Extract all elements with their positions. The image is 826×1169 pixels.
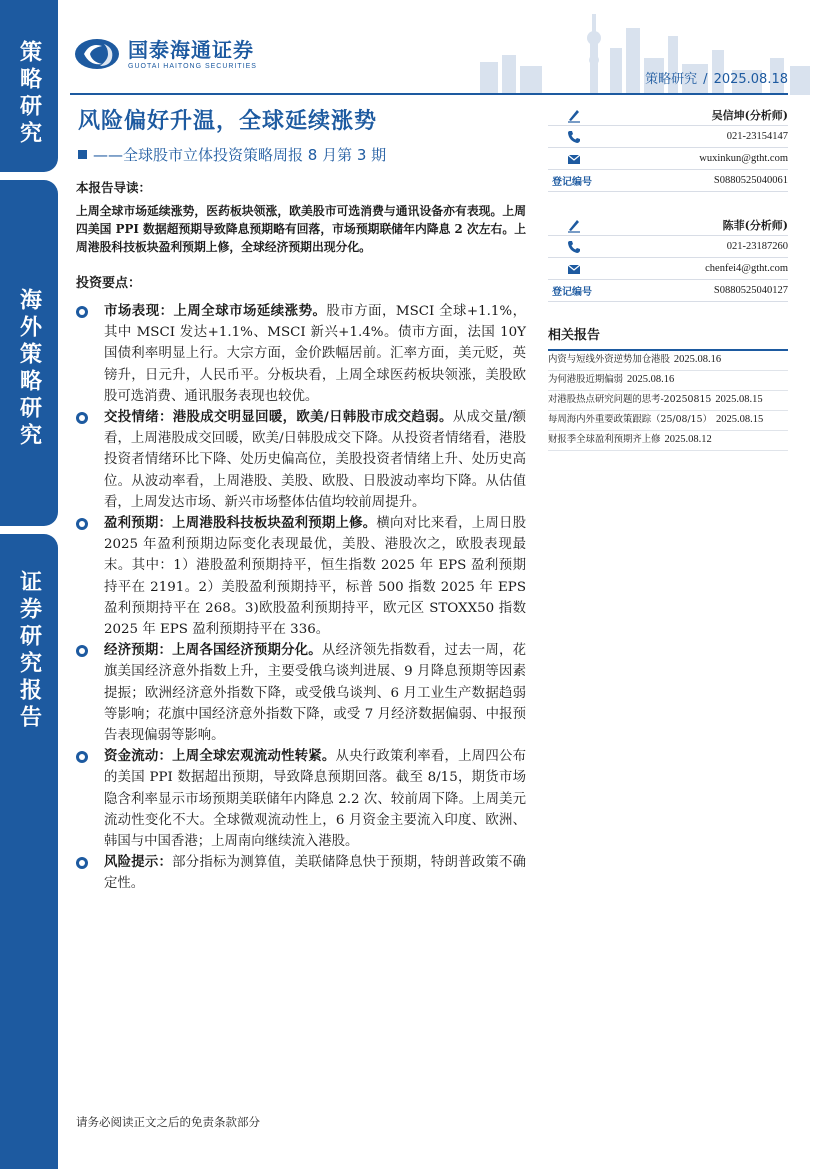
analyst-phone: 021-23154147 [726, 131, 788, 142]
analyst-card [548, 214, 788, 302]
analyst-name-row [548, 104, 788, 126]
related-report-item[interactable] [548, 391, 788, 411]
report-title: 风险偏好升温，全球延续涨势 [78, 109, 378, 134]
analyst-reg-row [548, 280, 788, 302]
sidebar-label-overseas: 海外策略研究 [16, 288, 42, 450]
right-panel [548, 104, 788, 451]
email-icon [566, 261, 582, 277]
meta-separator: / [703, 72, 708, 87]
key-point-body: 从成交量/额看，上周港股成交回暖，欧美/日韩股成交下降。从投资者情绪看，港股投资者情绪环比下降、处历史偏高位，美股投资者情绪上升、处历史高位。从波动率看，上周港股、美股、欧股、日股波动率均下降。从估值看，上周发达市场、新兴市场整体估值均较前周提升。 [104, 410, 526, 510]
main-content [76, 176, 526, 895]
key-point-item [76, 746, 526, 852]
analyst-phone-row [548, 236, 788, 258]
guide-text: 上周全球市场延续涨势，医药板块领涨，欧美股市可选消费与通讯设备亦有表现。上周四美国 PPI 数据超预期导致降息预期略有回落，市场预期联储年内降息 2 次左右。上周港股科技板块盈利预期上修，全球经济预期出现分化。 [76, 204, 526, 254]
sidebar-section-overseas [0, 180, 58, 526]
related-reports-heading: 相关报告 [548, 324, 788, 351]
key-point-head: 交投情绪：港股成交明显回暖，欧美/日韩股市成交趋弱。 [104, 409, 453, 426]
related-report-item[interactable] [548, 411, 788, 431]
key-points-heading: 投资要点： [76, 276, 142, 291]
key-point-item [76, 513, 526, 640]
analyst-name-row [548, 214, 788, 236]
bullet-icon [76, 518, 88, 530]
subtitle-square-icon [78, 150, 87, 159]
key-point-item [76, 301, 526, 407]
key-point-body: 部分指标为测算值，美联储降息快于预期，特朗普政策不确定性。 [104, 855, 527, 892]
guide-heading: 本报告导读： [76, 180, 152, 195]
pen-icon [566, 107, 582, 123]
analyst-name: 陈菲(分析师) [722, 218, 788, 232]
related-report-title: 对港股热点研究问题的思考-20250815 [548, 394, 712, 405]
related-report-item[interactable] [548, 431, 788, 451]
bullet-icon [76, 412, 88, 424]
key-point-head: 市场表现：上周全球市场延续涨势。 [104, 303, 327, 319]
related-report-date: 2025.08.16 [627, 374, 675, 385]
analyst-card [548, 104, 788, 192]
key-point-head: 风险提示： [104, 854, 173, 871]
sidebar-section-report [0, 534, 58, 1169]
company-logo [74, 38, 257, 70]
related-report-title: 财报季全球盈利预期齐上修 [548, 434, 661, 445]
analyst-reg-row [548, 170, 788, 192]
key-point-item [76, 640, 526, 746]
analyst-phone-row [548, 126, 788, 148]
related-report-date: 2025.08.15 [715, 414, 764, 425]
reg-label: 登记编号 [552, 287, 592, 298]
key-point-body: 横向对比来看，上周日股 2025 年盈利预期边际变化表现最优，美股、港股次之，欧股表现最末。其中：1）港股盈利预期持平，恒生指数 2025 年 EPS 盈利预期持平在 2191。2）美股盈利预期持平，标普 500 指数 2025 年 EPS 盈利预期持平在 268。3)欧股盈利预期持平，欧元区 STOXX50 指数 2025 年 EPS 盈利预期持平在 336。 [104, 516, 526, 638]
reg-number: S0880525040061 [713, 175, 788, 186]
key-point-item [76, 852, 526, 894]
report-subtitle [78, 144, 386, 165]
key-point-head: 经济预期：上周各国经济预期分化。 [104, 642, 322, 659]
related-report-date: 2025.08.12 [664, 434, 712, 445]
report-date: 2025.08.18 [713, 72, 788, 87]
pen-icon [566, 217, 582, 233]
phone-icon [566, 129, 582, 145]
sidebar-section-strategy [0, 0, 58, 172]
brand-name-cn: 国泰海通证券 [128, 37, 254, 62]
key-point-body: 从经济领先指数看，过去一周，花旗美国经济意外指数上升，主要受俄乌谈判进展、9 月降息预期等因素提振；欧洲经济意外指数下降，或受俄乌谈判、6 月工业生产数据趋弱等影响；花旗中国经济意外指数下降，或受 7 月经济数据偏弱、中报预告表现偏弱等影响。 [104, 643, 527, 744]
reg-label: 登记编号 [552, 177, 592, 188]
analyst-email[interactable]: wuxinkun@gtht.com [699, 153, 788, 164]
email-icon [566, 151, 582, 167]
analyst-phone: 021-23187260 [726, 241, 788, 252]
sidebar-label-strategy: 策略研究 [16, 40, 42, 148]
report-category: 策略研究 [645, 72, 698, 87]
analyst-email-row [548, 148, 788, 170]
related-report-item[interactable] [548, 371, 788, 391]
key-point-head: 盈利预期：上周港股科技板块盈利预期上修。 [104, 515, 377, 532]
header-divider [70, 93, 788, 95]
footer-disclaimer: 请务必阅读正文之后的免责条款部分 [76, 1115, 260, 1129]
related-report-title: 为何港股近期偏弱 [548, 374, 624, 385]
analyst-email-row [548, 258, 788, 280]
related-reports [548, 324, 788, 451]
sidebar-label-report: 证券研究报告 [16, 570, 42, 732]
related-report-date: 2025.08.15 [715, 394, 763, 405]
key-point-body: 股市方面，MSCI 全球+1.1%，其中 MSCI 发达+1.1%、MSCI 新兴+1.4%。债市方面，法国 10Y 国债利率明显上行。大宗方面，金价跌幅居前。汇率方面，美元贬，英镑升，日元升，人民币平。分板块看，上周全球医药板块领涨，美股欧股可选消费、通讯服务表现也较优。 [104, 304, 527, 404]
key-point-item [76, 407, 526, 513]
report-subtitle-text: ——全球股市立体投资策略周报 8 月第 3 期 [93, 146, 387, 164]
related-report-date: 2025.08.16 [673, 354, 722, 365]
analyst-name: 吴信坤(分析师) [711, 108, 788, 122]
key-point-head: 资金流动：上周全球宏观流动性转紧。 [104, 748, 336, 765]
related-report-item[interactable] [548, 351, 788, 371]
logo-mark-icon [74, 38, 120, 70]
bullet-icon [76, 306, 88, 318]
analyst-email[interactable]: chenfei4@gtht.com [705, 263, 788, 274]
related-report-title: 每周海内外重要政策跟踪（25/08/15） [548, 414, 712, 425]
phone-icon [566, 239, 582, 255]
bullet-icon [76, 751, 88, 763]
key-points-list [76, 301, 526, 895]
bullet-icon [76, 857, 88, 869]
key-point-body: 从央行政策利率看，上周四公布的美国 PPI 数据超出预期，导致降息预期回落。截至 8/15，期货市场隐含利率显示市场预期美联储年内降息 2.2 次、较前周下降。上周美元流动性变化不大。全球微观流动性上，6 月资金主要流入印度、欧洲、韩国与中国香港；上周南向继续流入港股。 [104, 749, 527, 850]
brand-name-en: GUOTAI HAITONG SECURITIES [128, 62, 257, 70]
related-report-title: 内资与短线外资逆势加仓港股 [548, 354, 670, 365]
report-meta [645, 68, 788, 87]
reg-number: S0880525040127 [713, 285, 788, 296]
bullet-icon [76, 645, 88, 657]
